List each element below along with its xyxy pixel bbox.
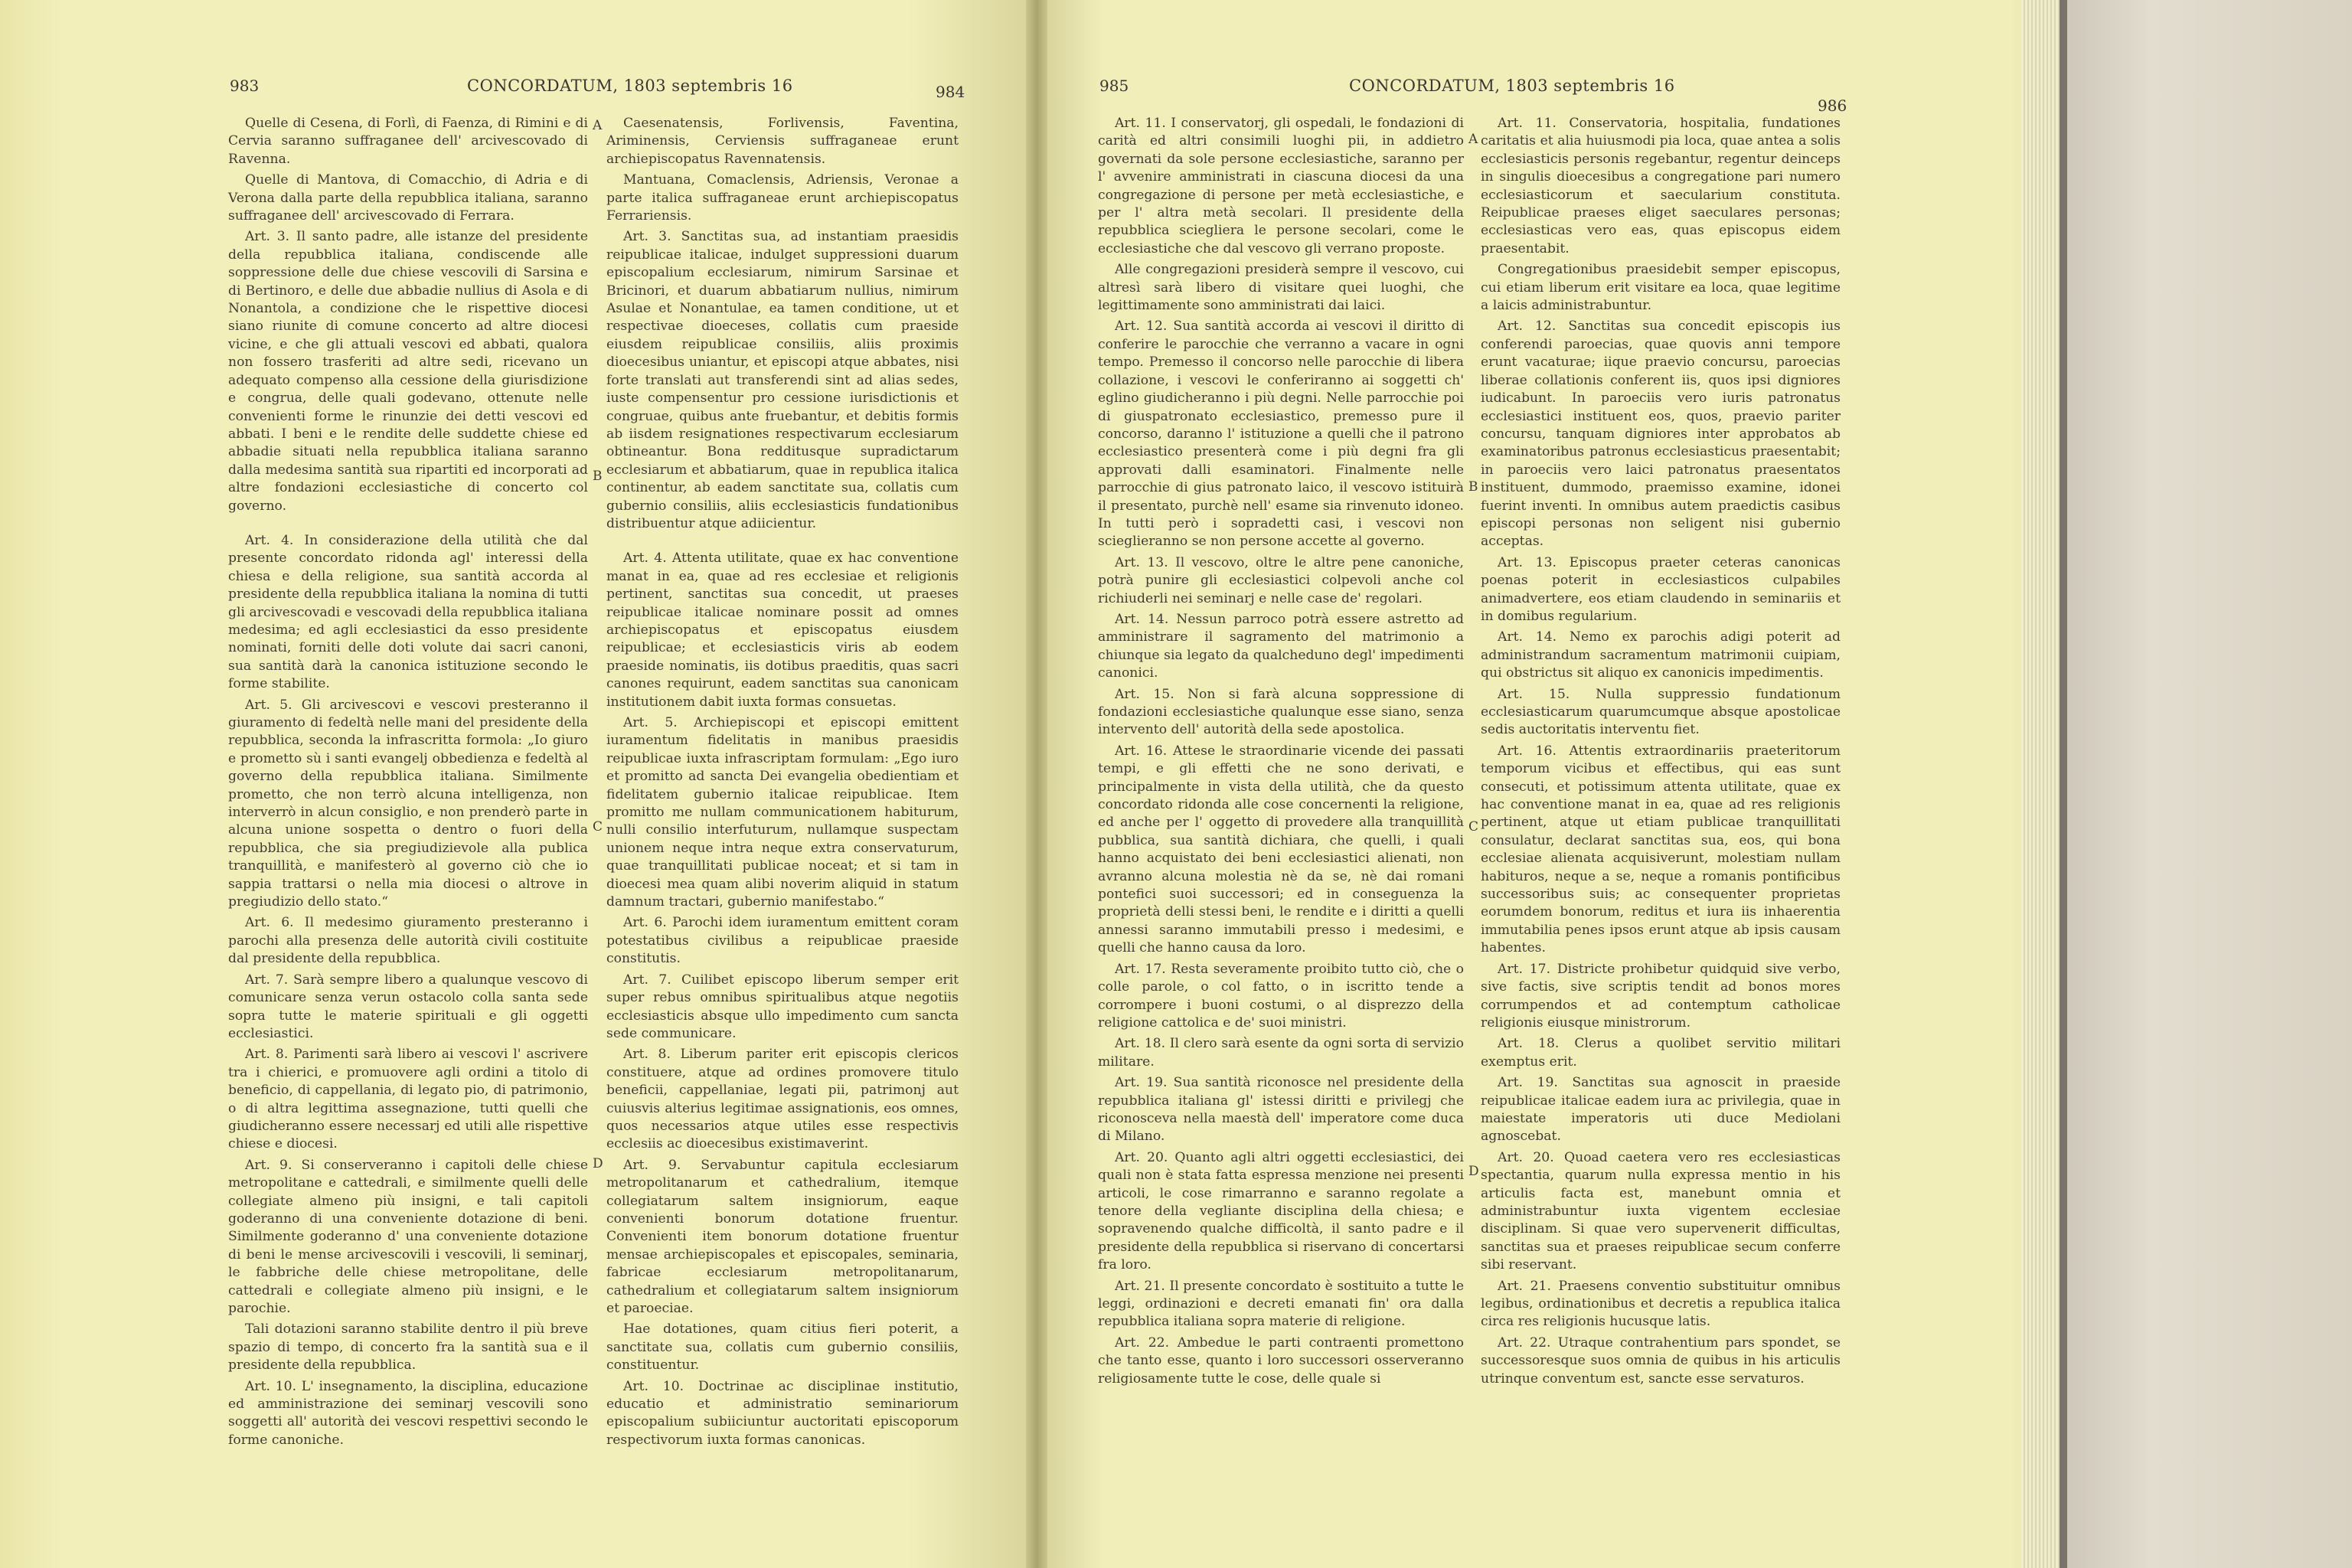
book-gutter: [1026, 0, 1047, 1568]
paragraph: Art. 4. Attenta utilitate, quae ex hac conventione manat in ea, quae ad res ecclesiae et religionis pertinent, sanctitas sua concedit, ut praeses reipublicae italicae nominare possit ad omnes archiepiscopatus et episcopatus eiusdem reipublicae; et ecclesiasticis viris ab eodem praeside nominatis, iis dotibus praeditis, quas sacri canones requirunt, eadem sanctitas sua canonicam institutionem dabit iuxta formas consuetas.: [606, 550, 959, 710]
paragraph: Art. 9. Si conserveranno i capitoli delle chiese metropolitane e cattedrali, e similmente quelli delle collegiate almeno più insigni, e tali capitoli goderanno di una conveniente dotazione di beni. Similmente goderanno d' una conveniente dotazione di beni le mense arcivescovili i vescovili, li seminarj, le fabbriche delle chiese metropolitane, delle cattedrali e collegiate almeno più insigni, e le parochie.: [228, 1157, 588, 1316]
paragraph: Art. 8. Liberum pariter erit episcopis clericos constituere, atque ad ordines promovere titulo beneficii, cappellaniae, legati pii, patrimonj aut cuiusvis alterius legitimae assignationis, eos omnes, quos necessarios atque utiles esse respectivis ecclesiis ac dioecesibus existimaverint.: [606, 1047, 959, 1152]
margin-marker: C: [1468, 819, 1479, 835]
paragraph: Art. 11. I conservatorj, gli ospedali, le fondazioni di carità ed altri consimili luoghi pii, in addietro governati da sole persone ecclesiastiche, saranno per l' avvenire amministrati in ciascuna diocesi da una congregazione di persone per metà ecclesiastiche, e per l' altra metà secolari. Il presidente della repubblica sciegliera le persone secolari, come le ecclesiastiche che dal vescovo gli verrano proposte.: [1098, 116, 1464, 256]
paragraph: Quelle di Mantova, di Comacchio, di Adria e di Verona dalla parte della repubblica italiana, saranno suffraganee dell' arcivescovado di Ferrara.: [228, 172, 588, 224]
paragraph: Art. 16. Attentis extraordinariis praeteritorum temporum vicibus et effectibus, qui eas sunt consecuti, et potissimum attenta utilitate, quae ex hac conventione manat in ea, quae ad res religionis pertinent, atque ut etiam publicae tranquillitati consulatur, declarat sanctitas sua, eos, qui bona ecclesiae alienata acquisiverunt, molestiam nullam habituros, neque a se, neque a romanis pontificibus successoribus suis; ac consequenter proprietas eorumdem bonorum, reditus et iura iis inhaerentia immutabilia penes ipsos erunt atque ab ipsis causam habentes.: [1481, 743, 1841, 956]
paragraph: Hae dotationes, quam citius fieri poterit, a sanctitate sua, collatis cum gubernio consiliis, constituentur.: [606, 1321, 959, 1374]
paragraph: Art. 5. Archiepiscopi et episcopi emittent iuramentum fidelitatis in manibus praesidis reipublicae iuxta infrascriptam formulam: „Ego iuro et promitto ad sancta Dei evangelia obedientiam et fidelitatem gubernio italicae reipublicae. Item promitto me nullam communicationem habiturum, nulli consilio interfuturum, nullamque suspectam unionem neque intra neque extra conservaturum, quae tranquillitati publicae noceat; et si tam in dioecesi mea quam alibi noverim aliquid in statum damnum tractari, gubernio manifestabo.“: [606, 715, 959, 910]
paragraph: Art. 14. Nemo ex parochis adigi poterit ad administrandum sacramentum matrimonii cuipiam, qui obstrictus sit aliquo ex canonicis impedimentis.: [1481, 629, 1841, 681]
paragraph: Art. 16. Attese le straordinarie vicende dei passati tempi, e gli effetti che ne sono derivati, e principalmente in vista della utilità, che da questo concordato ridonda alle cose concernenti la religione, ed anche per l' oggetto di provedere alla tranquillità pubblica, sua santità dichiara, che quelli, i quali hanno acquistato dei beni ecclesiastici alienati, non avranno alcuna molestia nè da se, nè dai romani pontefici suoi successori; ed in conseguenza la proprietà delli stessi beni, le rendite e i diritti a quelli annessi saranno immutabili presso i medesimi, e quelli che hanno causa da loro.: [1098, 743, 1464, 956]
paragraph: Art. 7. Cuilibet episcopo liberum semper erit super rebus omnibus spiritualibus atque negotiis ecclesiasticis absque ullo impedimento cum sancta sede communicare.: [606, 972, 959, 1041]
page-number-left-a: 983: [230, 77, 260, 95]
paragraph: Art. 17. Districte prohibetur quidquid sive verbo, sive factis, sive scriptis tendit ad bonos mores corrumpendos et ad contemptum catholicae religionis eiusque ministrorum.: [1481, 961, 1841, 1031]
paragraph: Caesenatensis, Forlivensis, Faventina, Ariminensis, Cerviensis suffraganeae erunt archiepiscopatus Ravennatensis.: [606, 116, 959, 167]
paragraph: Art. 22. Ambedue le parti contraenti promettono che tanto esse, quanto i loro successori osserveranno religiosamente tutte le cose, delle quale si: [1098, 1334, 1464, 1387]
margin-marker: A: [1468, 132, 1478, 147]
running-header-right: CONCORDATUM, 1803 septembris 16: [1349, 77, 1675, 95]
paragraph: Art. 3. Sanctitas sua, ad instantiam praesidis reipublicae italicae, indulget suppressioni duarum episcopalium ecclesiarum, nimirum Sarsinae et Bricinori, et duarum abbatiarum nullius, nimirum Asulae et Nonantulae, ea tamen conditione, ut et respectivae dioeceses, collatis cum praeside eiusdem reipublicae consiliis, aliis proximis dioecesibus uniantur, et episcopi atque abbates, nisi forte translati aut transferendi sint ad alias sedes, iuste compensentur pro cessione iurisdictionis et congruae, quibus ante fruebantur, et debitis formis ab iisdem resignationes respectivarum ecclesiarum obtineantur. Bona redditusque supradictarum ecclesiarum et abbatiarum, quae in republica italica continentur, ab eadem sanctitate sua, collatis cum gubernio consiliis, aliis ecclesiasticis fundationibus distribuentur atque adiicientur.: [606, 229, 959, 531]
paragraph: Congregationibus praesidebit semper episcopus, cui etiam liberum erit visitare ea loca, quae legitime a laicis administrabuntur.: [1481, 262, 1841, 314]
paragraph: Art. 15. Nulla suppressio fundationum ecclesiasticarum quarumcumque absque apostolicae sedis auctoritatis interventu fiet.: [1481, 686, 1841, 738]
paragraph: Art. 15. Non si farà alcuna soppressione di fondazioni ecclesiastiche qualunque esse siano, senza intervento dell' autorità della sede apostolica.: [1098, 686, 1464, 738]
page-edges: [2021, 0, 2060, 1568]
margin-marker: B: [1468, 479, 1478, 495]
margin-marker: D: [593, 1156, 603, 1171]
paragraph: Art. 14. Nessun parroco potrà essere astretto ad amministrare il sagramento del matrimonio a chiunque sia legato da qualcheduno degl' impedimenti canonici.: [1098, 611, 1464, 681]
paragraph: Art. 9. Servabuntur capitula ecclesiarum metropolitanarum et cathedralium, itemque collegiatarum saltem insigniorum, eaque convenienti bonorum dotatione fruentur. Convenienti item bonorum dotatione fruentur mensae archiepiscopales et episcopales, seminaria, fabricae ecclesiarum metropolitanarum, cathedralium et collegiatarum saltem insigniorum et paroeciae.: [606, 1157, 959, 1316]
margin-marker: C: [593, 819, 603, 835]
paragraph: Art. 10. L' insegnamento, la disciplina, educazione ed amministrazione dei seminarj vescovili sono soggetti all' autorità dei vescovi respettivi secondo le forme canoniche.: [228, 1378, 588, 1448]
paragraph: Art. 20. Quanto agli altri oggetti ecclesiastici, dei quali non è stata fatta espressa menzione nei presenti articoli, le cose rimarranno e saranno regolate a tenore della vegliante disciplina della chiesa; e sopravenendo qualche difficoltà, il santo padre e il presidente della repubblica si riservano di concertarsi fra loro.: [1098, 1149, 1464, 1273]
paragraph: Quelle di Cesena, di Forlì, di Faenza, di Rimini e di Cervia saranno suffraganee dell' arcivescovado di Ravenna.: [228, 116, 588, 167]
page-number-left-b: 984: [936, 83, 965, 101]
right-italian-column: [1098, 115, 1464, 1391]
paragraph: Tali dotazioni saranno stabilite dentro il più breve spazio di tempo, di concerto fra la santità sua e il presidente della repubblica.: [228, 1321, 588, 1374]
paragraph: Art. 13. Episcopus praeter ceteras canonicas poenas poterit in ecclesiasticos culpabiles animadvertere, eos etiam claudendo in seminariis et in domibus regularium.: [1481, 554, 1841, 624]
paragraph: Art. 12. Sua santità accorda ai vescovi il diritto di conferire le parocchie che verranno a vacare in ogni tempo. Premesso il concorso nelle parocchie di libera collazione, i vescovi le conferiranno ai soggetti ch' eglino giudicheranno i più degni. Nelle parrocchie poi di giuspatronato ecclesiastico, premesso pure il concorso, daranno l' istituzione a quelli che il patrono ecclesiastico presenterà come i più degni fra gli approvati dalli esaminatori. Finalmente nelle parrocchie di gius patronato laico, il vescovo istituirà il presentato, purchè nell' esame sia rinvenuto idoneo. In tutti però i sopradetti casi, i vescovi non scieglieranno se non persone accette al governo.: [1098, 318, 1464, 550]
page-number-right-b: 986: [1818, 96, 1847, 115]
paragraph: Art. 20. Quoad caetera vero res ecclesiasticas spectantia, quarum nulla expressa mentio in his articulis facta est, manebunt omnia et administrabuntur iuxta vigentem ecclesiae disciplinam. Si quae vero supervenerit difficultas, sanctitas sua et praeses reipublicae secum conferre sibi reservant.: [1481, 1149, 1841, 1273]
paragraph: Art. 5. Gli arcivescovi e vescovi presteranno il giuramento di fedeltà nelle mani del presidente della repubblica, seconda la infrascritta formola: „Io giuro e prometto sù i santi evangelj obbedienza e fedeltà al governo della repubblica italiana. Similmente prometto, che non terrò alcuna intelligenza, non interverrò in alcun consiglio, e non prenderò parte in alcuna unione sospetta o dentro o fuori della repubblica, che sia pregiudizievole alla publica tranquillità, e manifesterò al governo ciò che io sappia trattarsi o nella mia diocesi o altrove in pregiudizio dello stato.“: [228, 697, 588, 910]
paragraph: Art. 21. Praesens conventio substituitur omnibus legibus, ordinationibus et decretis a republica italica circa res religionis hucusque latis.: [1481, 1278, 1841, 1330]
paragraph: Art. 10. Doctrinae ac disciplinae institutio, educatio et administratio seminariorum episcopalium subiiciuntur auctoritati episcoporum respectivorum iuxta formas canonicas.: [606, 1378, 959, 1448]
paragraph: Art. 19. Sanctitas sua agnoscit in praeside reipublicae italicae eadem iura ac privilegia, quae in maiestate imperatoris uti duce Mediolani agnoscebat.: [1481, 1075, 1841, 1145]
right-latin-column: [1481, 115, 1841, 1391]
paragraph: Mantuana, Comaclensis, Adriensis, Veronae a parte italica suffraganeae erunt archiepiscopatus Ferrariensis.: [606, 172, 959, 224]
left-italian-column: [228, 115, 588, 1452]
paragraph: Art. 7. Sarà sempre libero a qualunque vescovo di comunicare senza verun ostacolo colla santa sede sopra tutte le materie spirituali e gli oggetti ecclesiastici.: [228, 972, 588, 1041]
left-latin-column: [606, 115, 959, 1452]
paragraph: Art. 6. Il medesimo giuramento presteranno i parochi alla presenza delle autorità civili costituite dal presidente della repubblica.: [228, 915, 588, 967]
margin-marker: B: [593, 469, 603, 484]
paragraph: Art. 4. In considerazione della utilità che dal presente concordato ridonda agl' interessi della chiesa e della religione, sua santità accorda al presidente della repubblica italiana la nomina di tutti gli arcivescovadi e vescovadi della repubblica italiana medesima; ed agli ecclesiastici da esso presidente nominati, forniti delle doti volute dai sacri canoni, sua santità darà la canonica istituzione secondo le forme stabilite.: [228, 532, 588, 692]
page-number-right-a: 985: [1099, 77, 1129, 95]
paragraph: Art. 8. Parimenti sarà libero ai vescovi l' ascrivere tra i chierici, e promuovere agli ordini a titolo di beneficio, di cappellania, di legato pio, di patrimonio, o di altra legittima assegnazione, tutti quelli che giudicheranno essere necessarj ed utili alle rispettive chiese e diocesi.: [228, 1047, 588, 1152]
paragraph: Art. 18. Clerus a quolibet servitio militari exemptus erit.: [1481, 1036, 1841, 1070]
paragraph: Art. 17. Resta severamente proibito tutto ciò, che o colle parole, o col fatto, o in iscritto tende a corrompere i buoni costumi, o al disprezzo della religione cattolica e de' suoi ministri.: [1098, 961, 1464, 1031]
cover-board: [2067, 0, 2352, 1568]
paragraph: Art. 3. Il santo padre, alle istanze del presidente della repubblica italiana, condiscende alle soppressione delle due chiese vescovili di Sarsina e di Bertinoro, e delle due abbadie nullius di Asola e di Nonantola, a condizione che le rispettive diocesi siano riunite di comune concerto ad altre diocesi vicine, e che gli attuali vescovi ed abbati, qualora non fossero trasferiti ad altre sedi, ricevano un adequato compenso alla cessione della giurisdizione e congrua, delle quali godevano, ottenute nelle convenienti forme le rinunzie dei detti vescovi ed abbati. I beni e le rendite delle suddette chiese ed abbadie situati nella repubblica italiana saranno dalla medesima santità sua ripartiti ed incorporati ad altre fondazioni ecclesiastiche di concerto col governo.: [228, 229, 588, 514]
paragraph: Art. 19. Sua santità riconosce nel presidente della repubblica italiana gl' istessi diritti e privilegj che riconosceva nella maestà dell' imperatore come duca di Milano.: [1098, 1075, 1464, 1145]
running-header-left: CONCORDATUM, 1803 septembris 16: [467, 77, 793, 95]
paragraph: Alle congregazioni presiderà sempre il vescovo, cui altresì sarà libero di visitare quei luoghi, che legittimamente sono amministrati dai laici.: [1098, 262, 1464, 314]
paragraph: Art. 13. Il vescovo, oltre le altre pene canoniche, potrà punire gli ecclesiastici colpevoli anche col richiuderli nei seminarj e nelle case de' regolari.: [1098, 554, 1464, 606]
paragraph: Art. 12. Sanctitas sua concedit episcopis ius conferendi paroecias, quae quovis anni tempore erunt vacaturae; iique praevio concursu, paroecias liberae collationis conferent iis, quos ipsi digniores iudicabunt. In paroeciis vero iuris patronatus ecclesiastici instituent eos, quos, praevio pariter concursu, tanquam digniores inter approbatos ab examinatoribus patronus ecclesiasticus praesentabit; in paroeciis vero laici patronatus praesentatos instituent, dummodo, praemisso examine, idonei fuerint inventi. In omnibus autem praedictis casibus episcopi personas non seligent nisi gubernio acceptas.: [1481, 318, 1841, 550]
paragraph: Art. 6. Parochi idem iuramentum emittent coram potestatibus civilibus a reipublicae praeside constitutis.: [606, 915, 959, 967]
margin-marker: D: [1468, 1164, 1479, 1179]
paragraph: Art. 18. Il clero sarà esente da ogni sorta di servizio militare.: [1098, 1036, 1464, 1070]
paragraph: Art. 11. Conservatoria, hospitalia, fundationes caritatis et alia huiusmodi pia loca, quae antea a solis ecclesiasticis personis regebantur, regentur deinceps in singulis dioecesibus a congregatione pari numero ecclesiasticorum et saecularium constituta. Reipublicae praeses eliget saeculares personas; ecclesiasticas vero eas, quas episcopus eidem praesentabit.: [1481, 116, 1841, 256]
margin-marker: A: [593, 118, 603, 133]
paragraph: Art. 21. Il presente concordato è sostituito a tutte le leggi, ordinazioni e decreti emanati fin' ora dalla repubblica italiana sopra materie di religione.: [1098, 1278, 1464, 1330]
paragraph: Art. 22. Utraque contrahentium pars spondet, se successoresque suos omnia de quibus in his articulis utrinque conventum est, sancte esse servaturos.: [1481, 1334, 1841, 1387]
